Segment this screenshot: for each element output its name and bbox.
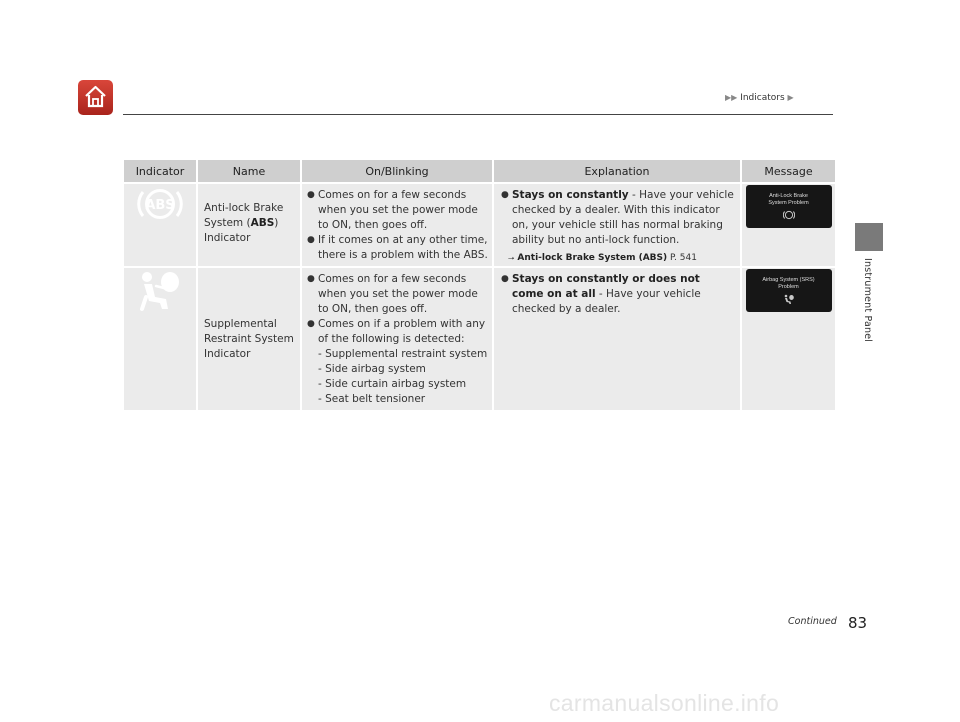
name-line: System ( [204,217,251,229]
explanation-cell [494,268,740,410]
breadcrumb-arrows: ▶▶ [725,93,738,102]
list-item: ● If it comes on at any other time, there is a problem with the ABS. [306,233,488,263]
table-row [124,268,835,410]
sub-item: - Supplemental restraint system [318,348,488,360]
section-tab[interactable] [855,223,883,251]
breadcrumb-link-indicators[interactable]: Indicators [740,93,785,103]
sub-item: - Side curtain airbag system [318,378,467,390]
list-item [500,188,734,248]
page-number: 83 [848,614,868,632]
arrow-icon: ⭢ [508,253,515,262]
abs-message-icon [783,210,795,220]
explanation-cell [494,184,740,266]
breadcrumb [725,93,794,103]
continued-label: Continued [788,616,837,627]
airbag-srs-icon [136,269,184,315]
name-line: Anti-lock Brake [204,202,284,214]
breadcrumb-arrow: ▶ [787,93,794,102]
home-button[interactable] [78,80,113,115]
indicator-cell [124,268,196,410]
list-item-text: Comes on if a problem with any of the following is detected: [318,318,486,345]
message-line: Problem [778,284,799,290]
column-header-on-blinking: On/Blinking [302,160,492,182]
xref-page: P. 541 [667,253,697,263]
list-item: ● Comes on for a few seconds when you set the power mode to ON, then goes off. [306,188,488,233]
indicator-cell [124,184,196,266]
table-row [124,184,835,266]
message-line: Anti-Lock Brake [769,193,808,199]
airbag-message-icon [783,294,795,305]
name-abs-abbrev: ABS [250,217,275,229]
message-line: Airbag System (SRS) [762,277,815,283]
message-display [746,185,832,228]
list-item: ● Comes on for a few seconds when you set the power mode to ON, then goes off. [306,272,488,317]
name-line: ) [274,217,279,229]
cross-reference-link[interactable] [500,250,734,266]
header-rule [123,114,833,115]
explanation-text: - Have your vehicle checked by a dealer. [512,288,701,315]
section-label: Instrument Panel [862,258,873,343]
column-header-explanation: Explanation [494,160,740,182]
message-cell [742,184,835,266]
message-line: System Problem [768,200,809,206]
name-cell [198,184,300,266]
sub-item: - Side airbag system [318,363,426,375]
column-header-indicator: Indicator [124,160,196,182]
home-icon [83,84,108,110]
indicator-table [122,158,837,412]
message-display [746,269,832,312]
list-item [500,272,734,317]
name-line: Supplemental [204,317,277,330]
watermark: carmanualsonline.info [549,690,780,716]
on-blinking-cell [302,268,492,410]
name-cell [198,268,300,410]
table-header-row [124,160,835,182]
on-blinking-cell [302,184,492,266]
svg-text:ABS: ABS [145,198,175,213]
explanation-bold: Stays on constantly [512,189,629,201]
message-cell [742,268,835,410]
abs-warning-icon [137,185,183,223]
name-line: Restraint System [204,332,294,345]
xref-title: Anti-lock Brake System (ABS) [517,253,668,263]
column-header-name: Name [198,160,300,182]
name-line: Indicator [204,347,251,360]
list-item [306,317,488,407]
explanation-text: - Have your vehicle checked by a dealer. With this indicator on, your vehicle still has normal braking ability but no anti-lock function. [512,189,734,246]
name-line: Indicator [204,232,251,244]
sub-item: - Seat belt tensioner [318,393,426,405]
explanation-bold: Stays on constantly or does not come on at all [512,273,700,300]
column-header-message: Message [742,160,835,182]
